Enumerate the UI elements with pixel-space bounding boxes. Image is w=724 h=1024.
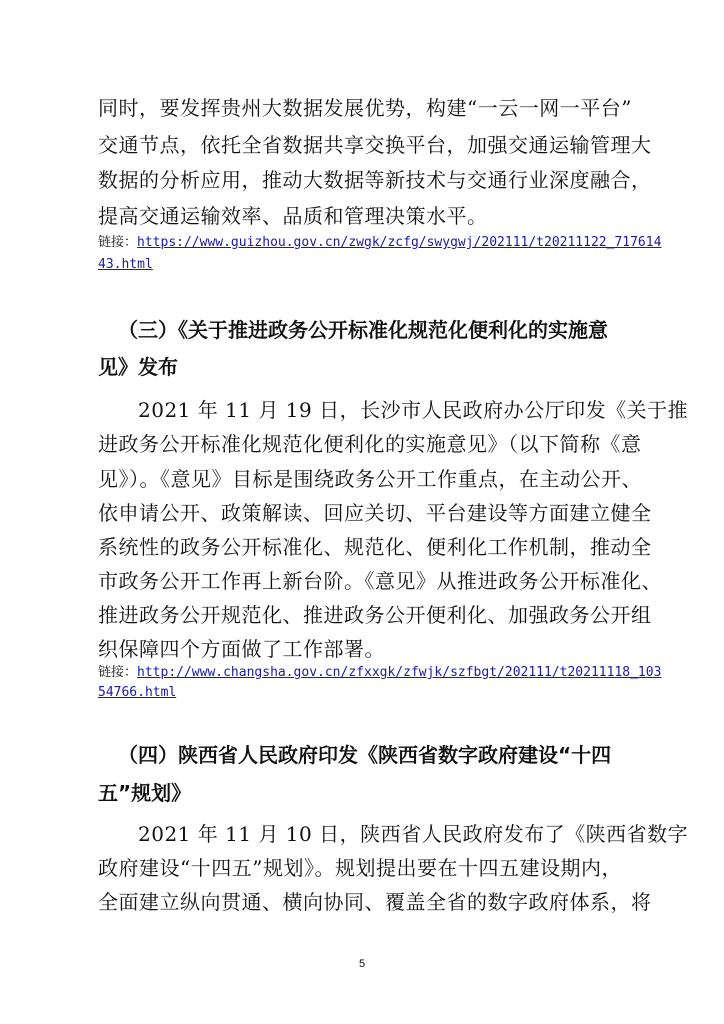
link-row-continuation [98, 684, 643, 701]
paragraph-line: 2021 年 11 月 19 日，长沙市人民政府办公厅印发《关于推 [138, 398, 689, 422]
link-label: 链接： [98, 665, 138, 680]
link-url-continuation[interactable]: 43.html [98, 257, 153, 272]
paragraph-line: 见》）。《意见》目标是围绕政务公开工作重点，在主动公开、 [98, 467, 642, 491]
paragraph-line: 织保障四个方面做了工作部署。 [98, 637, 385, 661]
paragraph-line: 政府建设“十四五”规划》。规划提出要在十四五建设期内， [98, 856, 622, 880]
link-url-continuation[interactable]: 54766.html [98, 685, 177, 700]
paragraph-line: 全面建立纵向贯通、横向协同、覆盖全省的数字政府体系，将 [98, 890, 652, 914]
paragraph-line: 交通节点，依托全省数据共享交换平台，加强交通运输管理大 [98, 133, 652, 157]
paragraph-line: 系统性的政务公开标准化、规范化、便利化工作机制，推动全 [98, 535, 652, 559]
section-heading: （三）《关于推进政务公开标准化规范化便利化的实施意 [118, 318, 608, 342]
link-label: 链接： [98, 235, 138, 250]
link-url[interactable]: https://www.guizhou.gov.cn/zwgk/zcfg/swygwj/202111/t20211122_717614 [137, 235, 662, 250]
link-row [98, 234, 662, 251]
paragraph-line: 进政务公开标准化规范化便利化的实施意见》（以下简称《意 [98, 432, 642, 456]
paragraph-line: 同时，要发挥贵州大数据发展优势，构建“一云一网一平台” [98, 96, 632, 120]
paragraph-line: 市政务公开工作再上新台阶。《意见》从推进政务公开标准化、 [98, 569, 662, 593]
link-row [98, 664, 662, 681]
paragraph-line: 依申请公开、政策解读、回应关切、平台建设等方面建立健全 [98, 501, 652, 525]
section-heading-continuation: 五”规划》 [98, 781, 192, 805]
section-heading: （四）陕西省人民政府印发《陕西省数字政府建设“十四 [118, 743, 612, 767]
link-url[interactable]: http://www.changsha.gov.cn/zfxxgk/zfwjk/szfbgt/202111/t20211118_103 [137, 665, 662, 680]
section-heading-continuation: 见》发布 [98, 355, 178, 379]
link-row-continuation [98, 256, 643, 273]
paragraph-line: 数据的分析应用，推动大数据等新技术与交通行业深度融合， [98, 168, 652, 192]
paragraph-line: 2021 年 11 月 10 日，陕西省人民政府发布了《陕西省数字 [138, 822, 689, 846]
paragraph-line: 推进政务公开规范化、推进政务公开便利化、加强政务公开组 [98, 603, 652, 627]
page-number: 5 [358, 958, 366, 970]
paragraph-line: 提高交通运输效率、品质和管理决策水平。 [98, 204, 488, 228]
